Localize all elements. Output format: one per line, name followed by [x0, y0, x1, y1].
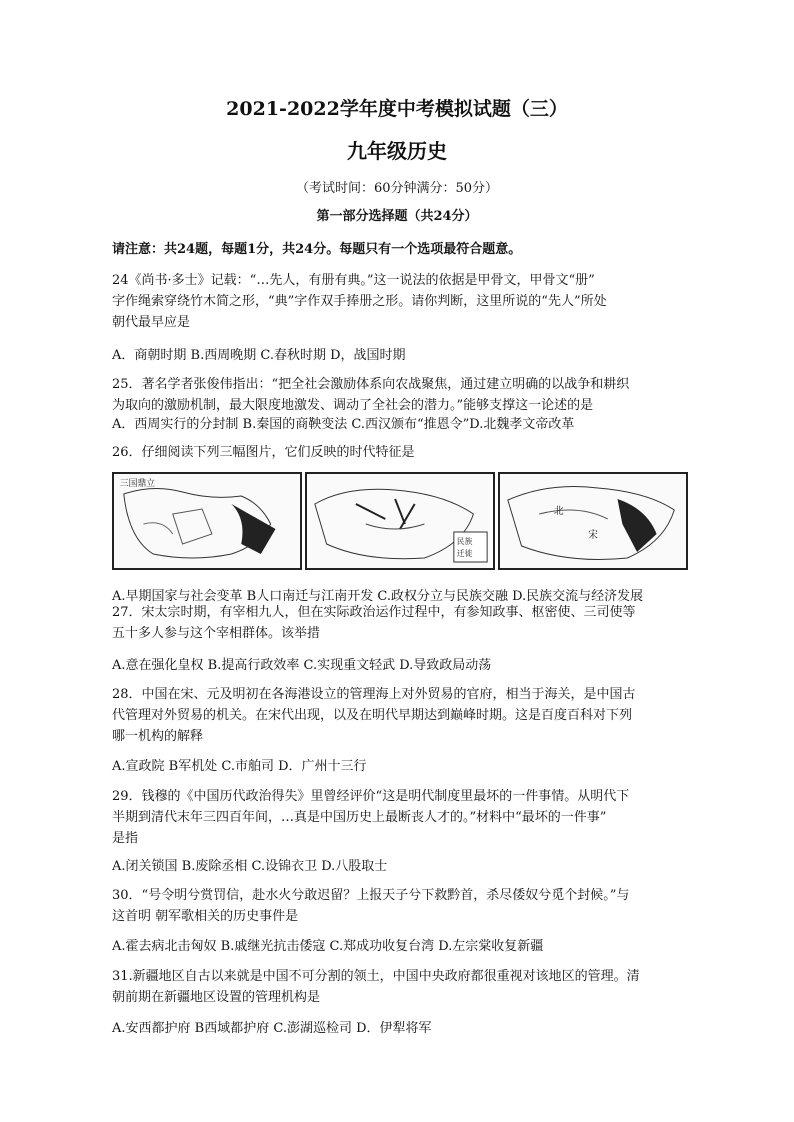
question-31-stem — [112, 966, 692, 1008]
question-29-stem — [112, 786, 692, 849]
question-line: 字作绳索穿绕竹木简之形，“典”字作双手捧册之形。请你判断，这里所说的“先人”所处 — [112, 294, 607, 309]
question-line: 28．中国在宋、元及明初在各海港设立的管理海上对外贸易的官府，相当于海关，是中国古 — [112, 687, 636, 702]
map2-label-2: 迁徙 — [456, 548, 473, 559]
question-31-options: A.安西都护府 B西域都护府 C.澎湖巡检司 D．伊犁将军 — [112, 1021, 432, 1036]
map-song-dynasty — [498, 472, 688, 570]
question-line: 29．钱穆的《中国历代政治得失》里曾经评价“这是明代制度里最坏的一件事情。从明代下 — [112, 789, 630, 804]
question-line: 五十多人参与这个宰相群体。该举措 — [112, 626, 321, 641]
notice-text: 请注意：共24题，每题1分，共24分。每题只有一个选项最符合题意。 — [112, 242, 522, 257]
exam-title: 2021-2022学年度中考模拟试题（三） — [226, 98, 568, 120]
question-line: 26．仔细阅读下列三幅图片，它们反映的时代特征是 — [112, 445, 415, 460]
section-heading: 第一部分选择题（共24分） — [316, 209, 478, 224]
question-line: 代管理对外贸易的机关。在宋代出现，以及在明代早期达到巅峰时期。这是百度百科对下列 — [112, 708, 633, 723]
question-25-stem — [112, 374, 692, 416]
question-28-options: A.宣政院 B军机处 C.市舶司 D．广州十三行 — [112, 759, 367, 774]
question-28-stem — [112, 684, 692, 747]
question-line: 半期到清代末年三四百年间，…真是中国历史上最断丧人才的。”材料中“最坏的一件事” — [112, 810, 607, 825]
question-line: 31.新疆地区自古以来就是中国不可分割的领土，中国中央政府都很重视对该地区的管理。清 — [112, 969, 640, 984]
question-line: 27．宋太宗时期，有宰相九人，但在实际政治运作过程中，有参知政事、枢密使、三司使等 — [112, 605, 636, 620]
exam-subtitle: 九年级历史 — [347, 139, 447, 163]
map-image — [500, 474, 686, 568]
map-three-kingdoms — [112, 472, 302, 570]
question-line: 朝代最早应是 — [112, 315, 191, 330]
map-image — [114, 474, 300, 568]
map-migration — [305, 472, 495, 570]
map2-label-1: 民族 — [456, 536, 473, 547]
question-line: 是指 — [112, 831, 139, 846]
question-line: 这首明 朝军歌相关的历史事件是 — [112, 909, 299, 924]
question-line: 24《尚书·多士》记载：“…先人，有册有典。”这一说法的依据是甲骨文，甲骨文“册” — [112, 273, 595, 288]
question-27-stem — [112, 602, 692, 644]
exam-info: （考试时间：60分钟满分：50分） — [295, 181, 499, 196]
map1-label: 三国鼎立 — [119, 478, 156, 490]
map3-label-1: 北 — [553, 505, 564, 518]
question-27-options: A.意在强化皇权 B.提高行政效率 C.实现重文轻武 D.导致政局动荡 — [112, 658, 492, 673]
question-24-stem — [112, 270, 692, 333]
question-line: 25．著名学者张俊伟指出：“把全社会激励体系向农战聚焦，通过建立明确的以战争和耕织 — [112, 377, 630, 392]
question-line: 30．“号令明兮赏罚信，赴水火兮敢迟留？上报天子兮下救黔首，杀尽倭奴兮觅个封候。”与 — [112, 888, 630, 903]
question-29-options: A.闭关锁国 B.废除丞相 C.设锦衣卫 D.八股取士 — [112, 859, 388, 874]
map-image — [307, 474, 493, 568]
question-26-options: A.早期国家与社会变革 B人口南迁与江南开发 C.政权分立与民族交融 D.民族交流与经济发展 — [112, 589, 644, 604]
question-line: 为取向的激励机制，最大限度地激发、调动了全社会的潜力。”能够支撑这一论述的是 — [112, 398, 594, 413]
question-30-options: A.霍去病北击匈奴 B.戚继光抗击倭寇 C.郑成功收复台湾 D.左宗棠收复新疆 — [112, 939, 544, 954]
question-30-stem — [112, 885, 692, 927]
map-figures — [112, 472, 688, 570]
question-line: 朝前期在新疆地区设置的管理机构是 — [112, 990, 321, 1005]
question-25-options: A．西周实行的分封制 B.秦国的商鞅变法 C.西汉颁布“推恩令”D.北魏孝文帝改革 — [112, 417, 575, 432]
map3-label-2: 宋 — [588, 529, 598, 542]
question-line: 哪一机构的解释 — [112, 729, 204, 744]
question-26-stem — [112, 442, 692, 463]
question-24-options: A．商朝时期 B.西周晚期 C.春秋时期 D，战国时期 — [112, 348, 406, 363]
